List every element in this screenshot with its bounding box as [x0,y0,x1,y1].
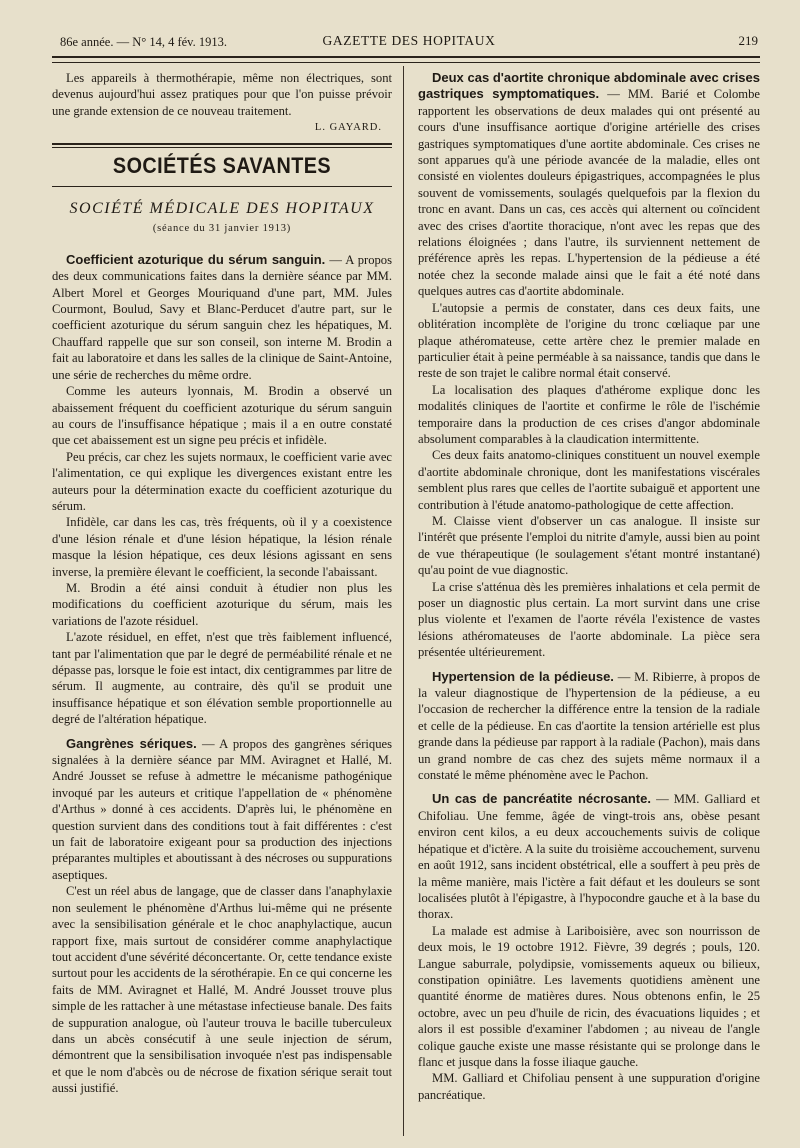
article-azoturique-p4: Infidèle, car dans les cas, très fréquents, où il y a coexistence d'une lésion rénale et d'une lésion hépatique, la lésion rénale masque la lésion hépatique, ces deux lésions agissant en sens inverse, la première élevant le coefficient, la seconde l'abaissant. [52,515,392,579]
article-pedieuse-p1 [418,669,760,784]
column-divider [403,66,404,1136]
article-text: — A propos des gangrènes sériques signalées à la dernière séance par MM. Aviragnet et Hallé, M. André Jousset se refuse à admettre le mécanisme pathogénique invoqué par les auteurs et critique l'appellation de « phénomène d'Arthus » donné à ces accidents. D'après lui, le phénomène en question survient dans des conditions tout à fait différentes : c'est un fait de laboratoire exigeant pour sa production des injections préparantes multiples et aboutissant à des nécroses ou suppurations aseptiques. [52,736,392,882]
article-heading-gangrenes: Gangrènes sériques. [66,735,197,751]
intro-signature: L. GAYARD. [314,122,382,134]
article-gangrenes-p2: C'est un réel abus de langage, que de classer dans l'anaphylaxie non seulement le phénomène d'Arthus lui-même qui ne présente avec la sensibilisation générale et le choc anaphylactique, aucun rapport fixe, mais surtout de considérer comme anaphylactique tout accident d'une sévérité déconcertante. Or, cette tendance existe surtout pour les accidents de la sérothérapie. En ce qui concerne les faits de MM. Aviragnet et Hallé, M. André Jousset trouve plus simple de les rattacher à une métastase infectieuse banale. Des faits de suppuration analogue, où l'auteur trouva le bacille tuberculeux dans un abcès consécutif à une seule injection de sérum, démontrent que la sensibilisation invoquée n'est pas indispensable et que le nom d'abcès ou de nécrose de fixation sérique serait tout aussi justifié. [52,884,392,1096]
section-rule [52,143,392,145]
article-azoturique-p3: Peu précis, car chez les sujets normaux, le coefficient varie avec l'alimentation, ce qui explique les divergences existant entre les auteurs pour la détermination exacte du coefficient azoturique du sérum. [52,449,392,513]
article-text: — MM. Barié et Colombe rapportent les observations de deux malades qui ont présenté au cours d'une insuffisance aortique d'origine artérielle des crises gastriques symptomatiques d'une aortite abdominale. Ces crises ne sont apparues qu'à une période avancée de la maladie, elles ont consisté en violentes douleurs épigastriques, accompagnées le plus souvent de vomissements, soulagés quelquefois par la flexion du tronc en avant. Dans un cas, ces accès qui alternent ou coïncident avec des crises d'aortite thoracique, n'ont avec les repas que des relations éloignées ; dans l'autre, ils surviennent nettement de préférence après les repas. L'hypertension de la pédieuse a été notée chez la seconde malade ainsi que le fait a été noté dans quelques autres cas d'aortite abdominale. [418,87,760,299]
article-text: — MM. Galliard et Chifoliau. Une femme, âgée de vingt-trois ans, obèse pesant environ cent kilos, a eu deux accouchements suivis de colique hépatique et d'ictère. A la suite du troisième accouchement, survenu en août 1912, sans incident obstétrical, elle a souffert à peu près de la même manière, mais l'ictère a fait défaut et les douleurs se sont localisées plutôt à l'épigastre, à l'hypocondre gauche et à la base du thorax. [418,792,760,922]
article-pancreatite-p1 [418,791,760,922]
article-aortite-p2: L'autopsie a permis de constater, dans ces deux faits, une oblitération incomplète de l'origine du tronc cœliaque par une plaque athéromateuse, cette artère chez le premier malade en particulier était à peine perméable à sa naissance, tandis que dans le reste de son trajet le calibre normal était conservé. [418,300,760,381]
section-title: SOCIÉTÉS SAVANTES [112,152,332,178]
article-azoturique-p2: Comme les auteurs lyonnais, M. Brodin a observé un abaissement fréquent du coefficient azoturique du sérum sanguin au cours de l'insuffisance hépatique ; mais il a en outre constaté que cet abaissement est un signe peu précis et infidèle. [52,384,392,448]
article-heading-azoturique: Coefficient azoturique du sérum sanguin. [66,251,326,267]
page-number: 219 [738,33,758,48]
section-rule-bottom [52,186,392,187]
journal-title: GAZETTE DES HOPITAUX [322,33,496,48]
article-text: — A propos des deux communications faites dans la dernière séance par MM. Albert Morel et Georges Mouriquand d'une part, MM. Jules Courmont, Boulud, Savy et Blanc-Perducet d'autre part, sur le coefficient azoturique du sérum sanguin chez les hépatiques, M. Chauffard rappelle que sur son conseil, son interne M. Brodin a fait au laboratoire et dans les salles de la clinique de Saint-Antoine, une série de recherches du même ordre. [52,252,392,382]
page-header [60,28,758,54]
intro-paragraph: Les appareils à thermothérapie, même non électriques, sont devenus aujourd'hui assez pratiques pour que l'on puisse prévoir une grande extension de ce nouveau traitement. [52,71,392,118]
article-aortite-p6: La crise s'atténua dès les premières inhalations et cela permit de poser un diagnostic plus certain. La mort survint dans une crise plus violente et l'examen de l'aorte révéla l'existence de vastes lésions athéromateuses de l'aorte abdominale. La pièce sera présentée ultérieurement. [418,579,760,660]
left-column [52,70,392,1097]
article-aortite-p4: Ces deux faits anatomo-cliniques constituent un nouvel exemple d'aortite abdominale chronique, dont les manifestations viscérales semblent plus rares que celles de l'aortite subaiguë et apportent une contribution à l'étude anatomo-pathologique de cette affection. [418,448,760,512]
article-aortite-p5: M. Claisse vient d'observer un cas analogue. Il insiste sur l'intérêt que présente l'emploi du nitrite d'amyle, aussi bien au point de vue thérapeutique (le soulagement s'étant montré instantané) qu'au point de vue diagnostic. [418,513,760,578]
article-pancreatite-p3: MM. Galliard et Chifoliau pensent à une suppuration d'origine pancréatique. [418,1071,760,1102]
article-pancreatite-p2: La malade est admise à Lariboisière, avec son nourrisson de deux mois, le 19 octobre 1912. Fièvre, 39 degrés ; pouls, 120. Langue saburrale, polydipsie, vomissements aqueux ou bilieux, constipation opiniâtre. Les lavements quotidiens amènent une quantité énorme de matières dures. Nous obtenons enfin, le 25 octobre, avec un peu d'huile de ricin, des évacuations liquides ; et alors il est possible d'examiner l'abdomen ; au niveau de l'angle colique gauche existe une masse résistante qui se prolonge dans le flanc et jusque dans la fosse iliaque gauche. [418,923,760,1069]
header-rule-thin [52,62,760,63]
article-azoturique-p1 [52,252,392,383]
issue-info: 86e année. — N° 14, 4 fév. 1913. [60,35,227,49]
article-heading-pedieuse: Hypertension de la pédieuse. [432,668,614,684]
right-column [418,70,760,1103]
society-name: SOCIÉTÉ MÉDICALE DES HOPITAUX [69,200,375,218]
article-aortite-p3: La localisation des plaques d'athérome explique donc les modalités cliniques de l'aortite et confirme le rôle de l'ischémie temporaire dans la production de ces crises d'angor abdominale absolument comparables à la claudication intermittente. [418,382,760,446]
section-rule-thin [52,147,392,148]
article-gangrenes-p1 [52,736,392,884]
article-heading-aortite: Deux cas d'aortite chronique abdominale avec crises gastriques symptomatiques. [418,70,760,102]
article-heading-pancreatite: Un cas de pancréatite nécrosante. [432,791,651,807]
article-text: — M. Ribierre, à propos de la valeur diagnostique de l'hypertension de la pédieuse, a eu l'occasion de rechercher la différence entre la tension de la radiale et celle de la pédieuse. En cas d'aortite la tension artérielle est plus grande dans la pédieuse par rapport à la radiale (Pachon), mais dans un grand nombre de cas chez des sujets même normaux il a constaté le même phénomène avec le Pachon. [418,669,761,783]
session-date: (séance du 31 janvier 1913) [152,223,292,235]
article-aortite-p1 [418,70,760,300]
article-azoturique-p6: L'azote résiduel, en effet, n'est que très faiblement influencé, tant par l'alimentation que par le degré de perméabilité rénale et ne dépasse pas, lorsque le foie est intact, dix centigrammes par litre de sérum. Il augmente, au contraire, dès qu'il se produit une insuffisance hépatique et son élévation semble proportionnelle au degré de l'altération hépatique. [52,630,392,727]
article-azoturique-p5: M. Brodin a été ainsi conduit à étudier non plus les modifications du coefficient azoturique du sérum, mais les variations de l'azote résiduel. [52,580,392,628]
header-rule [52,56,760,58]
